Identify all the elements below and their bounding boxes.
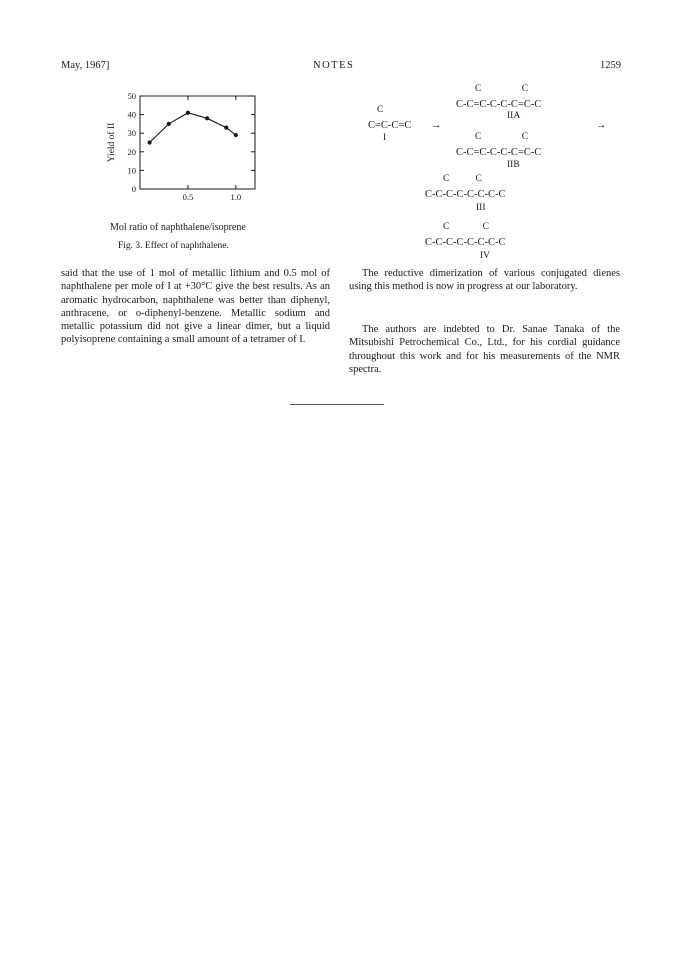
- I-methyl: C: [377, 105, 384, 115]
- I-structure: C=C-C=C: [368, 120, 412, 131]
- page-header-title: NOTES: [313, 60, 355, 71]
- IV-label: IV: [480, 251, 491, 261]
- arrow-1: →: [431, 120, 442, 131]
- III-label: III: [476, 203, 486, 213]
- IIB-structure: C-C=C-C-C-C=C-C: [456, 147, 542, 158]
- chart-ylabel: Yield of II: [107, 122, 117, 163]
- series-line: [150, 113, 236, 143]
- IIB-label: IIB: [507, 160, 520, 170]
- data-point: [205, 116, 209, 120]
- chart-ticks: [106, 91, 255, 202]
- left-column-paragraph: said that the use of 1 mol of metallic lithium and 0.5 mol of naphthalene per mole of I at +30°C give the best results. As an aromatic hydrocarbon, naphthalene was better than diphenyl, anthracene, or o-diphenyl-benzene. Metallic sodium and metallic potassium did not give a linear dimer, but a liquid polyisoprene containing a small amount of a tetramer of I.: [61, 268, 330, 346]
- chart-series: [147, 111, 237, 145]
- data-point: [186, 111, 190, 115]
- y-tick-label: 0: [131, 184, 136, 194]
- y-tick-label: 40: [127, 109, 136, 120]
- plot-frame: [140, 96, 255, 189]
- IIA-structure: C-C=C-C-C-C=C-C: [456, 99, 542, 110]
- arrow-2: →: [596, 120, 607, 131]
- y-tick-label: 30: [127, 128, 136, 139]
- page-number: 1259: [600, 60, 621, 71]
- y-tick-label: 10: [127, 165, 136, 176]
- y-tick-label: 20: [127, 146, 136, 157]
- I-label: I: [383, 133, 387, 143]
- x-tick-label: 1.0: [230, 192, 242, 202]
- y-tick-label: 50: [127, 91, 136, 101]
- IV-structure: C-C-C-C-C-C-C-C: [425, 237, 506, 248]
- yield-chart: [95, 86, 275, 216]
- end-rule: [290, 404, 384, 405]
- data-point: [167, 122, 171, 126]
- IIA-label: IIA: [507, 111, 521, 121]
- data-point: [147, 140, 151, 144]
- x-tick-label: 0.5: [182, 192, 194, 202]
- chart-axes: [140, 96, 255, 189]
- page-header-left: May, 1967]: [61, 60, 110, 71]
- data-point: [224, 126, 228, 130]
- right-paragraph-1: The reductive dimerization of various conjugated dienes using this method is now in progress at our laboratory.: [349, 268, 620, 293]
- figure-caption: Fig. 3. Effect of naphthalene.: [118, 241, 229, 251]
- IIA-methyls: C C: [475, 84, 529, 94]
- III-structure: C-C-C-C-C-C-C-C: [425, 189, 506, 200]
- IV-methyls: C C: [443, 222, 489, 232]
- IIB-methyls: C C: [475, 132, 529, 142]
- right-paragraph-2: The authors are indebted to Dr. Sanae Tanaka of the Mitsubishi Petrochemical Co., Ltd., for his cordial guidance throughout this work and for his measurements of the NMR spectra.: [349, 324, 620, 375]
- chart-xlabel: Mol ratio of naphthalene/isoprene: [110, 222, 246, 233]
- III-methyls: C C: [443, 174, 482, 184]
- data-point: [234, 133, 238, 137]
